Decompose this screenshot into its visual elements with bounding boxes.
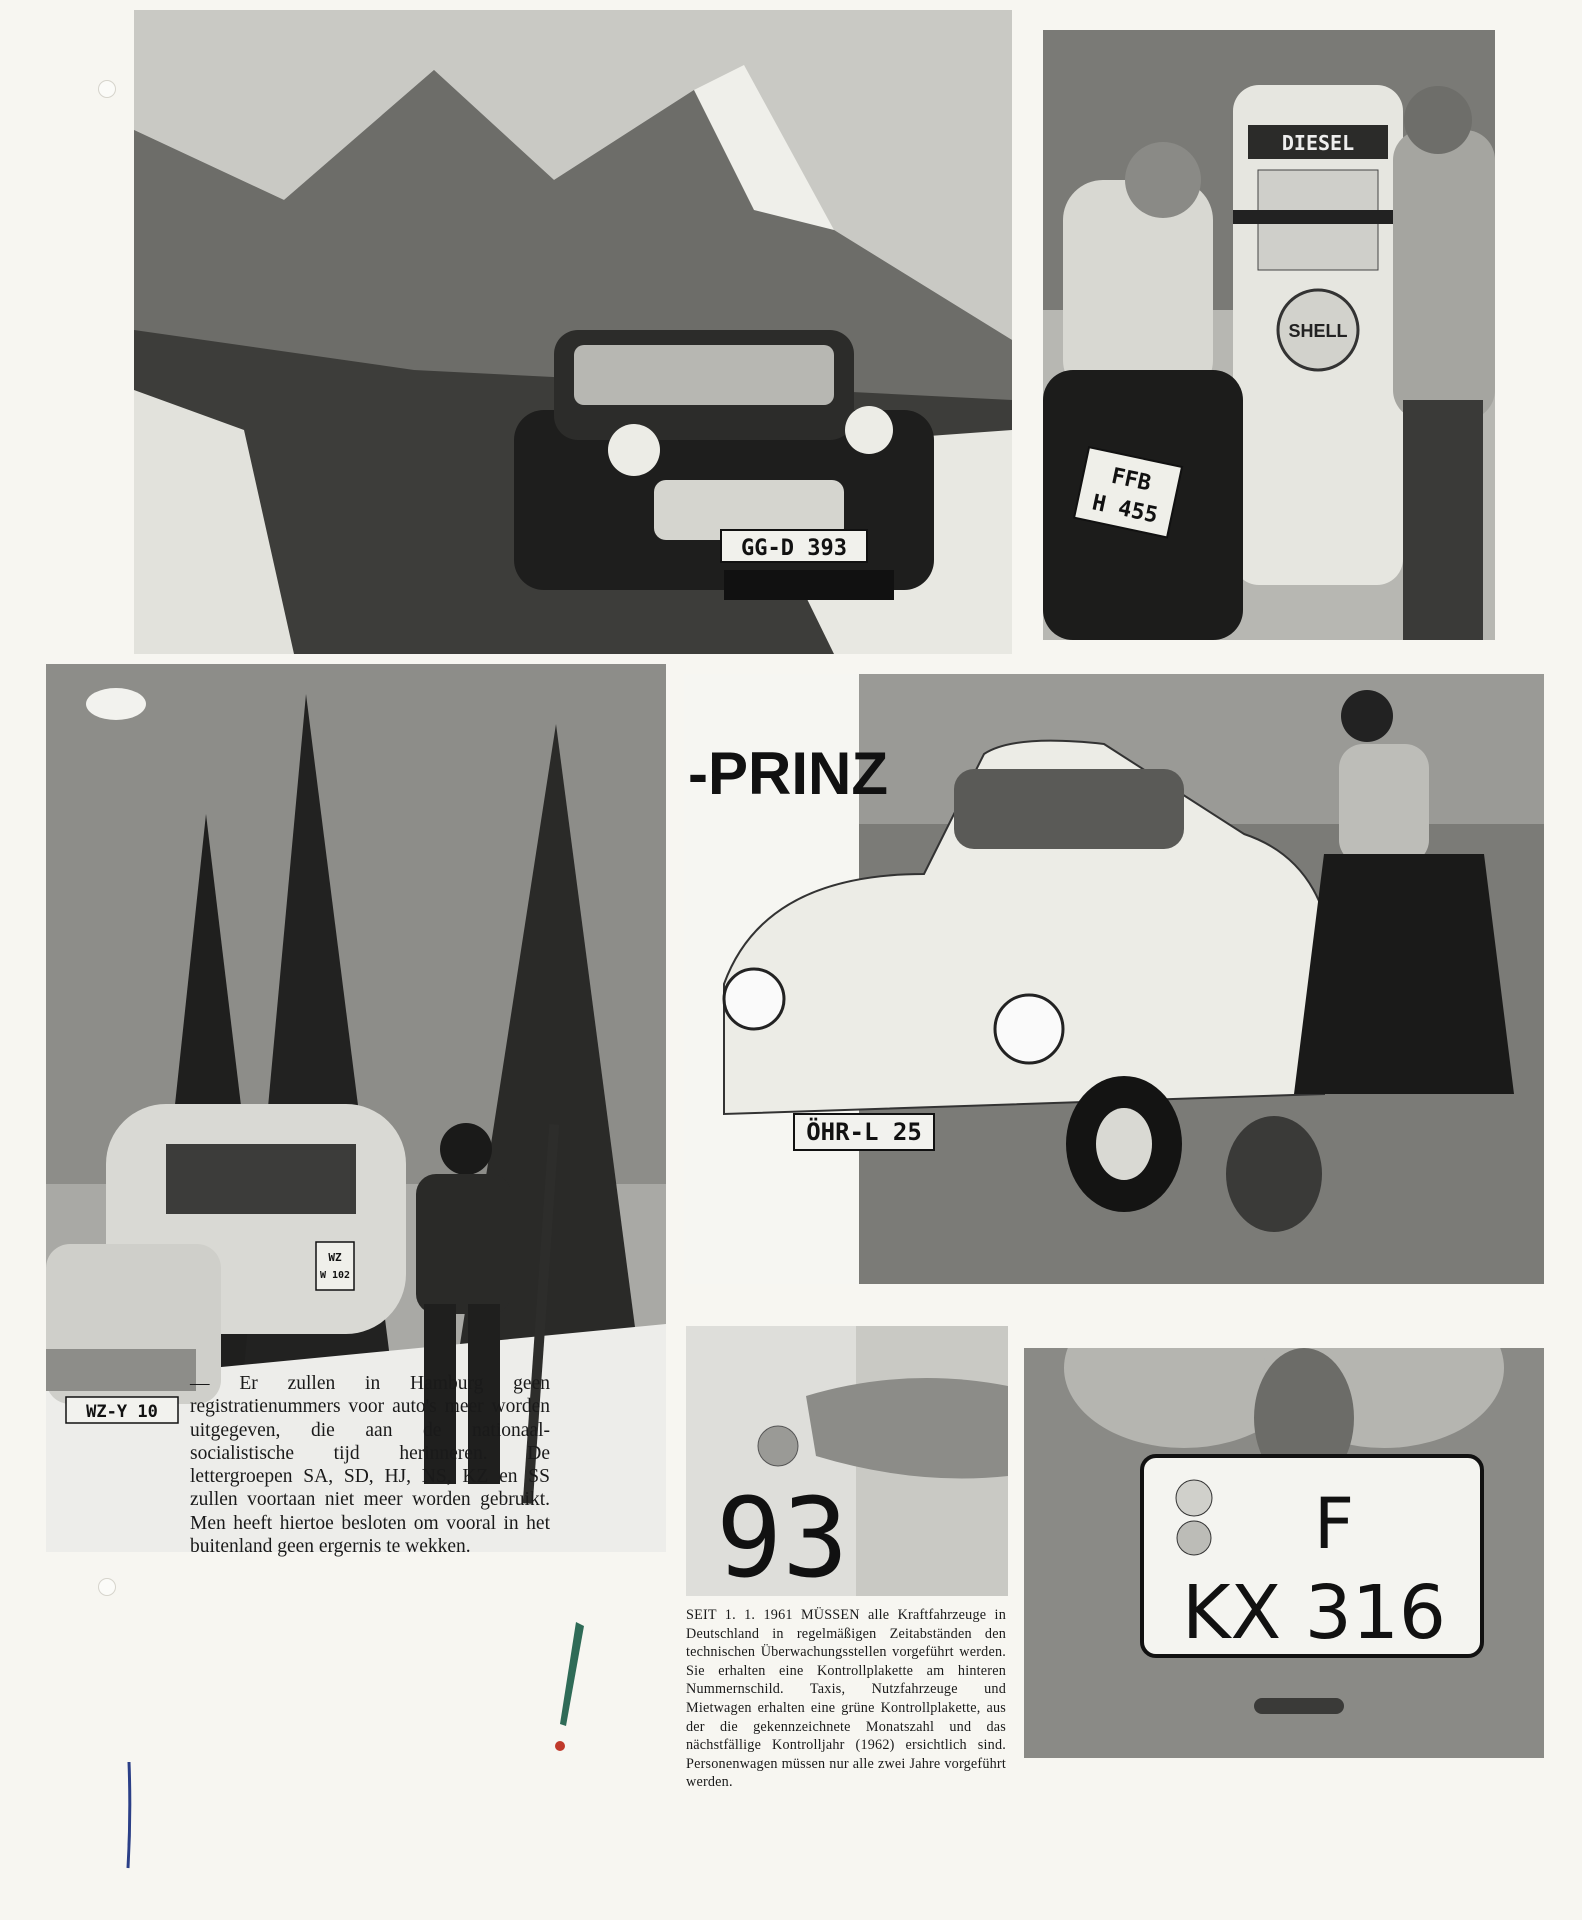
caravan-car-plate: WZ-Y 10: [86, 1402, 158, 1422]
caption-hamburg-plates: — Er zullen in Hamburg geen registratienummers voor auto's meer worden uitgegeven, die aan de nationaal-socialistische tijd herinneren. De lettergroepen SA, SD, HJ, NS, KZ en SS zullen voortaan niet meer worden gebruikt. Men heeft hiertoe besloten om vooral in het buitenland geen ergernis te wekken.: [190, 1373, 550, 1558]
prinz-headline: -PRINZ: [688, 740, 888, 807]
photo-mountain-car: [134, 10, 1012, 654]
pump-diesel-label: DIESEL: [1281, 131, 1355, 155]
margin-pen-stroke: [122, 1760, 136, 1870]
photo-prinz-car: [684, 674, 1544, 1284]
photo-rear-plate: [1024, 1348, 1544, 1758]
caravan-plate-line2: W 102: [319, 1270, 351, 1281]
photo-fuel-station: [1043, 30, 1495, 640]
prinz-plate-text: ÖHR-L 25: [806, 1118, 922, 1146]
mountain-plate-text: GG-D 393: [741, 536, 847, 561]
fuel-plate-line1: FFB: [1109, 463, 1154, 497]
rear-plate-line1: F: [1313, 1483, 1355, 1565]
plaque-digits: 93: [716, 1474, 849, 1596]
punch-hole-bottom: [98, 1578, 116, 1596]
fuel-plate-line2: H 455: [1089, 490, 1160, 529]
rear-plate-line2: KX 316: [1182, 1570, 1446, 1656]
caption-inspection-plaque: SEIT 1. 1. 1961 MÜSSEN alle Kraftfahrzeuge in Deutschland in regelmäßigen Zeitabständen den technischen Überwachungsstellen vorgeführt werden. Sie erhalten eine Kontrollplakette am hinteren Nummernschild. Taxis, Nutzfahrzeuge und Mietwagen erhalten eine grüne Kontrollplakette, aus der die gekennzeichnete Monatszahl und das nächstfällige Kontrolljahr (1962) ersichtlich sind. Personenwagen müssen nur alle zwei Jahre vorgeführt werden.: [686, 1607, 1006, 1791]
handwritten-exclamation-mark: [548, 1618, 588, 1758]
photo-plaque-closeup: [686, 1326, 1008, 1596]
punch-hole-top: [98, 80, 116, 98]
pump-shell-label: SHELL: [1288, 321, 1348, 341]
caravan-plate-line1: WZ: [328, 1251, 342, 1264]
